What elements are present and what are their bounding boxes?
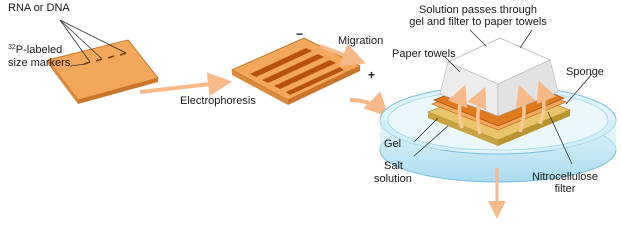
label-migration: Migration [338, 35, 384, 47]
label-32p-superscript: 32 [8, 44, 16, 51]
label-plus: + [368, 68, 376, 82]
label-nitro-line2: filter [554, 183, 576, 195]
label-solution-passes [378, 4, 578, 28]
label-electrophoresis: Electrophoresis [180, 95, 256, 107]
label-nitro-line1: Nitrocellulose [531, 171, 599, 183]
label-paper-towels: Paper towels [392, 48, 456, 60]
label-solution-line1: Solution passes through [418, 4, 538, 16]
label-solution-line2: gel and filter to paper towels [409, 16, 547, 28]
label-rna-or-dna: RNA or DNA [8, 2, 70, 14]
electrophoresis-arrow [140, 82, 228, 92]
label-solution: solution [374, 173, 412, 185]
label-minus: − [296, 27, 304, 41]
label-sponge: Sponge [566, 66, 604, 78]
label-size-markers: size markers [8, 57, 71, 69]
label-gel: Gel [384, 138, 402, 150]
loaded-gel [48, 40, 158, 104]
label-salt: Salt [384, 160, 403, 172]
label-nitrocellulose [522, 171, 608, 195]
transfer-arrow [350, 100, 386, 114]
label-p-labeled: P-labeled [15, 44, 63, 56]
label-32p-labeled [8, 44, 62, 56]
